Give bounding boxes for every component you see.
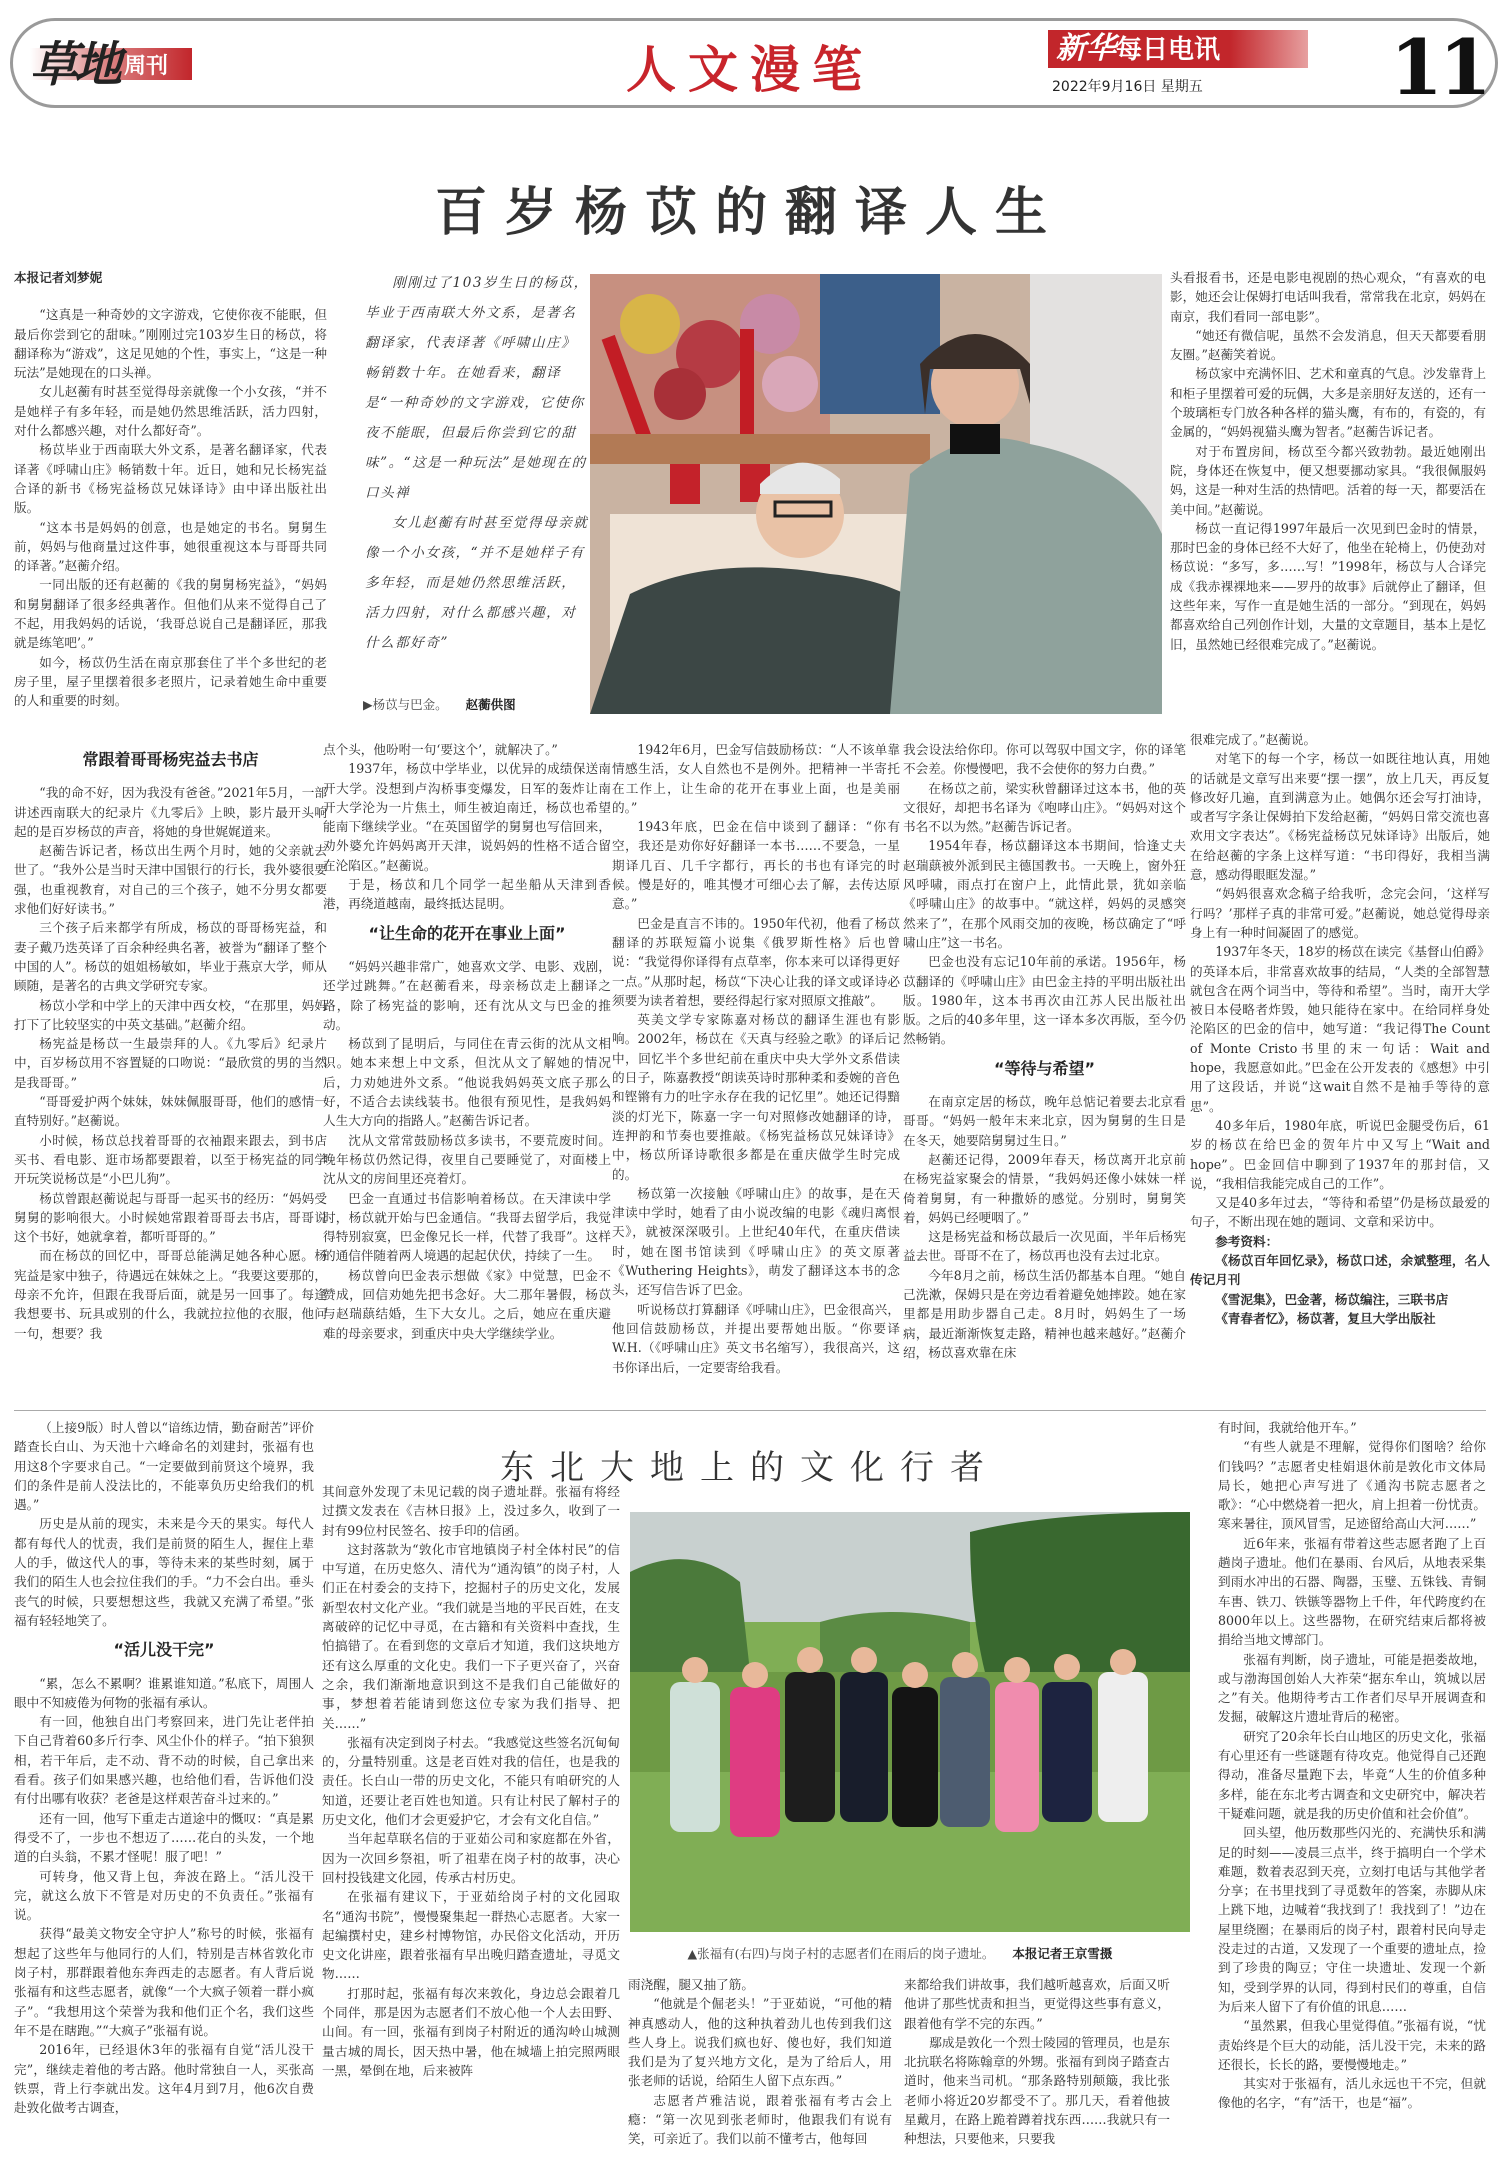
section1-continued bbox=[323, 740, 611, 914]
paper-name-banner bbox=[1048, 30, 1308, 68]
paragraph: 鄢成是敦化一个烈士陵园的管理员，也是东北抗联名将陈翰章的外甥。张福有到岗子踏查古道时，他来当司机。“那条路特别颠簸，我比张老师小将近20岁都受不了。那几天，看着他披星戴月，在路上跪着蹲着找东西……我就只有一种想法，只要他来，只要我 bbox=[904, 2034, 1170, 2147]
paragraph: 有一回，他独自出门考察回来，进门先让老伴拍下自己背着60多斤行李、风尘仆仆的样子。“拍下狼狈相，若干年后，走不动、背不动的时候，自己拿出来看看。孩子们如果感兴趣，也给他们看，告诉他们没有付出哪有收获？老爸是这样艰苦奋斗过来的。” bbox=[14, 1714, 314, 1807]
article1-column-4 bbox=[903, 740, 1186, 1362]
section2-paragraphs-part-b bbox=[612, 740, 900, 1377]
paragraph: 巴金也没有忘记10年前的承诺。1956年，杨苡翻译的《呼啸山庄》由巴金主持的平明出版社出版。1980年，这本书再次由江苏人民出版社出版。之后的40多年里，这一译本多次再版，至今仍然畅销。 bbox=[903, 954, 1186, 1047]
paragraph: 今年8月之前，杨苡生活仍都基本自理。“她自己洗漱，保姆只是在旁边看着避免她摔跤。她在家里都是用助步器自己走。8月时，妈妈生了一场病，最近渐渐恢复走路，精神也越来越好。”赵蘅介绍，杨苡喜欢靠在床 bbox=[903, 1267, 1186, 1360]
article2-col4-paragraphs bbox=[904, 1975, 1170, 2149]
paragraph: “累，怎么不累啊？谁累谁知道。”私底下，周围人眼中不知疲倦为何物的张福有承认。 bbox=[14, 1675, 314, 1710]
supplement-logo: 草地 bbox=[30, 36, 119, 93]
paragraph: 一同出版的还有赵蘅的《我的舅舅杨宪益》，“妈妈和舅舅翻译了很多经典著作。但他们从来不觉得自己了不起，用我妈妈的话说，‘我哥总说自己是翻译匠，那我就是练笔吧’。” bbox=[14, 577, 327, 651]
supplement-brand bbox=[30, 30, 169, 93]
paragraph: 40多年后，1980年底，听说巴金腿受伤后，61岁的杨苡在给巴金的贺年片中又写上“Wait and hope”。巴金回信中聊到了1937年的那封信，又说，“我相信我能完成自己的工作”。 bbox=[1190, 1117, 1490, 1191]
paragraph: 其实对于张福有，活儿永远也干不完，但就像他的名字，“有”活干，也是“福”。 bbox=[1218, 2076, 1486, 2111]
paragraph: 小时候，杨苡总找着哥哥的衣袖跟来跟去，到书店买书、看电影、逛市场都要跟着，以至于杨宪益的同学开玩笑说杨苡是“小巴儿狗”。 bbox=[14, 1132, 327, 1187]
references-label: 参考资料： bbox=[1215, 1233, 1279, 1249]
article2-column-5 bbox=[1218, 1418, 1486, 2113]
paragraph: 杨苡毕业于西南联大外文系，是著名翻译家，代表译著《呼啸山庄》畅销数十年。近日，她和兄长杨宪益合译的新书《杨宪益杨苡兄妹译诗》由中译出版社出版。 bbox=[14, 442, 327, 516]
paragraph: 很难完成了。”赵蘅说。 bbox=[1190, 732, 1317, 747]
article1-column-3 bbox=[612, 740, 900, 1377]
paragraph: “哥哥爱护两个妹妹，妹妹佩服哥哥，他们的感情一直特别好。”赵蘅说。 bbox=[14, 1094, 327, 1129]
subheading-wait-and-hope: “等待与希望” bbox=[993, 1058, 1096, 1078]
paragraph: 回头望，他历数那些闪光的、充满快乐和满足的时刻——凌晨三点半，终于搞明白一个学术难题，数着表忍到天亮，立刻打电话与其他学者分享；在书里找到了寻觅数年的答案，赤脚从床上跳下地，边喊着“我找到了！我找到了！”边在屋里绕圈；在暴雨后的岗子村，跟着村民向导走没走过的古道，又发现了一个重要的遗址点，捡到了珍贵的陶豆；守住一块遗址、发现一个新知，受到学界的认同，得到村民们的尊重，自信为后来人留下了有价值的讯息…… bbox=[1218, 1825, 1486, 2014]
section1-paragraphs bbox=[14, 783, 327, 1343]
reference-item: 《杨苡百年回忆录》，杨苡口述，余斌整理，名人传记月刊 bbox=[1190, 1253, 1490, 1288]
paper-name-script: 新华 bbox=[1056, 31, 1116, 66]
reference-item: 《雪泥集》，巴金著，杨苡编注，三联书店 bbox=[1215, 1291, 1449, 1307]
paragraph: 对于布置房间，杨苡至今都兴致勃勃。最近她刚出院，身体还在恢复中，便又想要挪动家具。“我很佩服妈妈，这是一种对生活的热情吧。活着的每一天，都要活在美中间。”赵蘅说。 bbox=[1170, 443, 1486, 517]
supplement-tag: 周刊 bbox=[124, 53, 169, 79]
paragraph: 沈从文常常鼓励杨苡多读书，不要荒废时间。晚年杨苡仍然记得，夜里自己要睡觉了，对面楼上沈从文的房间里还亮着灯。 bbox=[323, 1132, 611, 1187]
paragraph: “有些人就是不理解，觉得你们图啥？给你们钱吗？”志愿者史桂娟退休前是敦化市文体局局长，她把心声写进了《通沟书院志愿者之歌》：“心中燃烧着一把火，肩上担着一份忧责。寒来暑往，顶风冒雪，足迹留给高山大河……” bbox=[1218, 1439, 1486, 1532]
photo-placeholder-image bbox=[590, 274, 1162, 714]
photo1-caption-text: ▶杨苡与巴金。 bbox=[363, 697, 448, 712]
paragraph: 在南京定居的杨苡，晚年总惦记着要去北京看哥哥。“妈妈一般年末来北京，因为舅舅的生日是在冬天，她要陪舅舅过生日。” bbox=[903, 1094, 1186, 1148]
byline: 本报记者刘梦妮 bbox=[14, 270, 103, 285]
issue-date: 2022年9月16日 星期五 bbox=[1052, 79, 1203, 95]
paragraph: “这本书是妈妈的创意，也是她定的书名。舅舅生前，妈妈与他商量过这件事，她很重视这本与哥哥共同的译著。”赵蘅介绍。 bbox=[14, 519, 327, 574]
article1-right-top-column bbox=[1170, 268, 1486, 654]
paragraph: 这封落款为“敦化市官地镇岗子村全体村民”的信中写道，在历史悠久、清代为“通沟镇”的岗子村，人们正在村委会的支持下，挖掘村子的历史文化，发展新型农村文化产业。“我们就是当地的平民百姓，在支离破碎的记忆中寻觅，在古籍和有关资料中查找，生怕搞错了。在看到您的文章后才知道，我们这块地方还有这么厚重的文化史。我们一下子更兴奋了，兴奋之余，我们渐渐地意识到这不是我们自己能做好的事，梦想着若能请到您这位专家为我们指导、把关……” bbox=[322, 1541, 620, 1731]
paragraph: 获得“最美文物安全守护人”称号的时候，张福有想起了这些年与他同行的人们，特别是吉林省敦化市岗子村，那群跟着他东奔西走的志愿者。有人背后说张福有和这些志愿者，就像“一个大疯子领着一群小疯子”。“我想用这个荣誉为我和他们正个名，我们这些年不是在瞎跑。”“大疯子”张福有说。 bbox=[14, 1926, 314, 2038]
paragraph: 1954年春，杨苡翻译这本书期间，恰逢丈夫赵瑞蕻被外派到民主德国教书。一天晚上，窗外狂风呼啸，雨点打在窗户上，此情此景，犹如亲临《呼啸山庄》的故事中。“就这样，妈妈的灵感突然来了”，在那个风雨交加的夜晚，杨苡确定了“呼啸山庄”这一书名。 bbox=[903, 838, 1186, 950]
paragraph: 历史是从前的现实，未来是今天的果实。每代人都有每代人的忧责，我们是前贤的陌生人，握住上辈人的手，做这代人的事，等待未来的某些时刻，属于我们的陌生人也会拉住我们的手。“力不会白出。垂头丧气的时候，只要想想这些，我就又充满了希望。”张福有轻轻地笑了。 bbox=[14, 1516, 314, 1628]
paragraph: 杨苡到了昆明后，与同住在青云街的沈从文相识。她本来想上中文系，但沈从文了解她的情况后，力劝她进外文系。“他说我妈妈英文底子那么好，不适合去读线装书。他很有预见性，是我妈妈人生大方向的指路人。”赵蘅告诉记者。 bbox=[323, 1036, 611, 1129]
paragraph: 在张福有建议下，于亚茹给岗子村的文化园取名“通沟书院”，慢慢聚集起一群热心志愿者。大家一起编撰村史，建乡村博物馆，办民俗文化活动，开历史文化讲座，跟着张福有早出晚归踏查遗址，寻觅文物…… bbox=[322, 1889, 620, 1982]
paragraph: 对笔下的每一个字，杨苡一如既往地认真，用她的话就是文章写出来要“摆一摆”，放上几天，再反复修改好几遍，直到满意为止。她偶尔还会写打油诗，或者写字条让保姆拍下发给赵蘅，“妈妈日常交流也喜欢用文字表达”。《杨宪益杨苡兄妹译诗》出版后，她在给赵蘅的字条上这样写道：“书印得好，我相当满意，感动得眼眶发湿。” bbox=[1190, 751, 1490, 883]
paragraph: 赵蘅还记得，2009年春天，杨苡离开北京前在杨宪益家聚会的情景，“我妈妈还像小妹妹一样倚着舅舅，有一种撒娇的感觉。分别时，舅舅笑着，妈妈已经哽咽了。” bbox=[903, 1151, 1186, 1225]
paragraph: 三个孩子后来都学有所成，杨苡的哥哥杨宪益，和妻子戴乃迭英译了百余种经典名著，被誉为“翻译了整个中国的人”。杨苡的姐姐杨敏如，毕业于燕京大学，师从顾随，是著名的古典文学研究专家。 bbox=[14, 920, 327, 994]
paragraph: 2016年，已经退休3年的张福有自觉“活儿没干完”，继续走着他的考古路。他时常独自一人，买张高铁票，背上行李就出发。这年4月到7月，他6次自费赴敦化做考古调查， bbox=[14, 2042, 314, 2116]
paragraph: 1943年底，巴金在信中谈到了翻译：“你有空，我还是劝你好好翻译一本书……不要急，一星期译几百、几千字都行，再长的书也有译完的时候。慢是好的，唯其慢才可细心去了解，去传达原意。” bbox=[612, 819, 900, 912]
paragraph: 杨苡家中充满怀旧、艺术和童真的气息。沙发靠背上和柜子里摆着可爱的玩偶，大多是亲朋好友送的，还有一个玻璃柜专门放各种各样的猫头鹰，有布的，有瓷的，有金属的，“妈妈视猫头鹰为智者。”赵蘅告诉记者。 bbox=[1170, 366, 1486, 440]
lead-quote-box bbox=[365, 268, 590, 658]
paragraph: “妈妈很喜欢念稿子给我听，念完会问，‘这样写行吗？’那样子真的非常可爱。”赵蘅说，她总觉得母亲身上有一种时间凝固了的感觉。 bbox=[1190, 886, 1490, 940]
paragraph: 又是40多年过去，“等待和希望”仍是杨苡最爱的句子，不断出现在她的题词、文章和采访中。 bbox=[1190, 1195, 1490, 1230]
paragraph: 如今，杨苡仍生活在南京那套住了半个多世纪的老房子里，屋子里摆着很多老照片，记录着她生命中重要的人和重要的时刻。 bbox=[14, 654, 327, 709]
paragraph: 点个头，他吩咐一句‘要这个’，就解决了。” bbox=[323, 742, 558, 757]
paragraph: 于是，杨苡和几个同学一起坐船从天津到香港，再绕道越南，最终抵达昆明。 bbox=[323, 877, 611, 912]
paragraph: 当年起草联名信的于亚茹公司和家庭都在外省，因为一次回乡祭祖，听了祖辈在岗子村的故事，决心回村投钱建文化园，传承古村历史。 bbox=[322, 1831, 620, 1885]
paragraph: 有时间，我就给他开车。” bbox=[1218, 1420, 1357, 1435]
paragraph: 可转身，他又背上包，奔波在路上。“活儿没干完，就这么放下不管是对历史的不负责任。”张福有说。 bbox=[14, 1868, 314, 1923]
article1-column-5 bbox=[1190, 730, 1490, 1328]
article2-col3-paragraphs bbox=[628, 1975, 892, 2149]
photo-placeholder-image bbox=[630, 1512, 1190, 1932]
article1-intro-column bbox=[14, 268, 327, 711]
article2-col1-after bbox=[14, 1674, 314, 2118]
paragraph: 1937年，杨苡中学毕业，以优异的成绩保送南开大学。没想到卢沟桥事变爆发，日军的轰炸让南开大学沦为一片焦土，师生被迫南迁，杨苡也希望能南下继续学业。“在英国留学的舅舅也写信回来，劝外婆允许妈妈离开天津，说妈妈的性格不适合留在沦陷区。”赵蘅说。 bbox=[323, 761, 611, 873]
article-headline: 百岁杨苡的翻译人生 bbox=[434, 182, 1065, 243]
paragraph: 研究了20余年长白山地区的历史文化，张福有心里还有一些谜题有待攻克。他觉得自己还跑得动，准备尽量跑下去，毕竟“人生的价值多种多样，能在东北考古调查和文史研究中，解决若干疑难问题，就是我的历史价值和社会价值”。 bbox=[1218, 1728, 1486, 1821]
paragraph: “他就是个倔老头！”于亚茹说，“可他的精神真感动人，他的这种执着劲儿也传到我们这些人身上。说我们疯也好、傻也好，我们知道我们是为了复兴地方文化，是为了给后人，用张老师的话说，给陌生人留下点东西。” bbox=[628, 1996, 892, 2089]
photo2-caption-text: ▲张福有(右四)与岗子村的志愿者们在雨后的岗子遗址。 bbox=[687, 1946, 995, 1961]
reference-item: 《青春者忆》，杨苡著，复旦大学出版社 bbox=[1215, 1310, 1436, 1326]
subheading-flower: “让生命的花开在事业上面” bbox=[368, 923, 566, 943]
article-divider bbox=[14, 1410, 1486, 1411]
paragraph: 来都给我们讲故事，我们越听越喜欢，后面又听他讲了那些忧责和担当，更觉得这些事有意义，跟着他有学不完的东西。” bbox=[904, 1977, 1170, 2031]
article1-column-2 bbox=[323, 740, 611, 1343]
paragraph: 英美文学专家陈嘉对杨苡的翻译生涯也有影响。2002年，杨苡在《天真与经验之歌》的译后记中，回忆半个多世纪前在重庆中央大学外文系借读的日子，陈嘉教授“朗读英诗时那种柔和委婉的音色和铿锵有力的吐字永存在我的记忆里”。她还记得黯淡的灯光下，陈嘉一字一句对照修改她翻译的诗，连押韵和节奏也要推敲。《杨宪益杨苡兄妹译诗》中，杨苡所译诗歌很多都是在重庆做学生时完成的。 bbox=[612, 1012, 900, 1182]
photo2-credit: 本报记者王京雪摄 bbox=[1012, 1946, 1113, 1961]
section3-paragraphs bbox=[903, 1092, 1186, 1362]
paragraph: 杨苡曾向巴金表示想做《家》中觉慧，巴金不赞成，回信劝她先把书念好。大二那年暑假，杨苡与赵瑞蕻结婚，生下大女儿。之后，她应在重庆避难的母亲要求，到重庆中央大学继续学业。 bbox=[323, 1267, 611, 1341]
paragraph: 杨宪益是杨苡一生最崇拜的人。《九零后》纪录片中，百岁杨苡用不容置疑的口吻说：“最欣赏的男的当然是我哥哥。” bbox=[14, 1036, 327, 1090]
paragraph: 这是杨宪益和杨苡最后一次见面，半年后杨宪益去世。哥哥不在了，杨苡再也没有去过北京。 bbox=[903, 1229, 1186, 1264]
paragraph: 打那时起，张福有每次来敦化，身边总会跟着几个同伴，那是因为志愿者们不放心他一个人去田野、山间。有一回，张福有到岗子村附近的通沟岭山城测量古城的周长，因天热中暑，他在城墙上拍完照两眼一黑，晕倒在地，后来被阵 bbox=[322, 1985, 620, 2078]
photo-volunteers-at-gangzi-site bbox=[630, 1512, 1190, 1932]
article2-col1-paragraphs bbox=[14, 1418, 314, 1630]
paragraph: 女儿赵蘅有时甚至觉得母亲就像一个小女孩，“并不是她样子有多年轻，而是她仍然思维活跃，活力四射，对什么都感兴趣，对什么都好奇”。 bbox=[14, 384, 327, 439]
subheading-work-not-done: “活儿没干完” bbox=[113, 1640, 215, 1660]
photo2-caption bbox=[620, 1944, 1180, 1962]
section-title: 人文漫笔 bbox=[626, 40, 874, 99]
paragraph: 杨苡曾跟赵蘅说起与哥哥一起买书的经历：“妈妈受舅舅的影响很大。小时候她常跟着哥哥去书店，哥哥说这个书好，她就拿着，都听哥哥的。” bbox=[14, 1190, 327, 1245]
paragraph: “我的命不好，因为我没有爸爸。”2021年5月，一部讲述西南联大的纪录片《九零后》上映，影片最开头响起的是百岁杨苡的声音，将她的身世娓娓道来。 bbox=[14, 785, 327, 839]
paper-brand bbox=[1048, 30, 1228, 96]
article2-column-2 bbox=[322, 1482, 620, 2080]
paragraph: 近6年来，张福有带着这些志愿者跑了上百趟岗子遗址。他们在暴雨、台风后，从地表采集到雨水冲出的石器、陶器，玉璧、五铢钱、青铜车軎、铁刀、铁镞等器物上千件，年代跨度约在8000年以上。这些器物，在研究结束后都将被捐给当地文博部门。 bbox=[1218, 1535, 1486, 1648]
paragraph: “这真是一种奇妙的文字游戏，它使你夜不能眠，但最后你尝到它的甜味。”刚刚过完103岁生日的杨苡，将翻译称为“游戏”，这足见她的个性，事实上，“这是一种玩法”是她现在的口头禅。 bbox=[14, 307, 327, 381]
paragraph: 而在杨苡的回忆中，哥哥总能满足她各种心愿。杨宪益是家中独子，待遇远在妹妹之上。“我要这要那的，母亲不允许，但跟在我哥后面，就是另一回事了。每逢我想要书、玩具或别的什么，我就拉拉他的衣服，他问一句，想要？我 bbox=[14, 1248, 327, 1341]
lead-quote-paragraph: 女儿赵蘅有时甚至觉得母亲就像一个小女孩，“并不是她样子有多年轻，而是她仍然思维活跃，活力四射，对什么都感兴趣，对什么都好奇” bbox=[365, 515, 589, 651]
photo-yang-yi-and-ba-jin bbox=[590, 274, 1162, 714]
paragraph: “妈妈兴趣非常广，她喜欢文学、电影、戏剧，还学过跳舞。”在赵蘅看来，母亲杨苡走上翻译之路，除了杨宪益的影响，还有沈从文与巴金的推动。 bbox=[323, 958, 611, 1032]
lead-quote-paragraph: 刚刚过了103岁生日的杨苡，毕业于西南联大外文系，是著名翻译家，代表译著《呼啸山庄》畅销数十年。在她看来，翻译是“一种奇妙的文字游戏，它使你夜不能眠，但最后你尝到它的甜味”。“这是一种玩法”是她现在的口头禅 bbox=[365, 275, 589, 501]
paragraph: 志愿者芦雅洁说，跟着张福有考古会上瘾：“第一次见到张老师时，他跟我们有说有笑，可亲近了。我们以前不懂考古，他每回 bbox=[628, 2092, 892, 2147]
intro-paragraphs bbox=[14, 305, 327, 710]
paragraph: 在杨苡之前，梁实秋曾翻译过这本书，他的英文很好，却把书名译为《咆哮山庄》。“妈妈对这个书名不以为然。”赵蘅告诉记者。 bbox=[903, 780, 1186, 835]
article2-column-1 bbox=[14, 1418, 314, 2117]
right-top-paragraphs bbox=[1170, 268, 1486, 654]
subheading-bookstore: 常跟着哥哥杨宪益去书店 bbox=[82, 750, 259, 769]
paragraph: 巴金一直通过书信影响着杨苡。在天津读中学时，杨苡就开始与巴金通信。“我哥去留学后，我觉得特别寂寞，巴金像兄长一样，代替了我哥”。这样的通信伴随着两人境遇的起起伏伏，持续了一生。 bbox=[323, 1190, 611, 1264]
section3-right-paragraphs bbox=[1190, 730, 1490, 1232]
paragraph: 巴金是直言不讳的。1950年代初，他看了杨苡翻译的苏联短篇小说集《俄罗斯性格》后也曾说：“我觉得你译得有点草率，你本来可以译得更好一点。”从那时起，杨苡“下决心让我的译文或译诗必须要为读者着想，要经得起行家对照原文推敲”。 bbox=[612, 915, 900, 1008]
section2-continued bbox=[903, 740, 1186, 1049]
paragraph: 赵蘅告诉记者，杨苡出生两个月时，她的父亲就去世了。“我外公是当时天津中国银行的行长，我外婆很要强，也重视教育，对自己的三个孩子，她不分男女都要求他们好好读书。” bbox=[14, 843, 327, 917]
article1-column-1 bbox=[14, 740, 327, 1343]
paragraph: 其间意外发现了未见记载的岗子遗址群。张福有将经过撰文发表在《吉林日报》上，没过多久，收到了一封有99位村民签名、按手印的信函。 bbox=[322, 1484, 620, 1538]
article2-column-4 bbox=[904, 1975, 1170, 2149]
article2-col2-paragraphs bbox=[322, 1482, 620, 2080]
article2-headline: 东北大地上的文化行者 bbox=[500, 1448, 1000, 1488]
photo1-caption bbox=[363, 695, 516, 713]
paragraph: 听说杨苡打算翻译《呼啸山庄》，巴金很高兴，他回信鼓励杨苡，并提出要帮她出版。“你要译W.H.（《呼啸山庄》英文书名缩写），我很高兴，这书你译出后，一定要寄给我看。 bbox=[612, 1301, 900, 1375]
paragraph: 雨浇醒，腿又抽了筋。 bbox=[628, 1977, 754, 1992]
paragraph: 杨苡一直记得1997年最后一次见到巴金时的情景，那时巴金的身体已经不大好了，他坐在轮椅上，仍使劲对杨苡说：“多写，多……写！”1998年，杨苡与人合译完成《我赤裸裸地来——罗丹的故事》后就停止了翻译，但这些年来，写作一直是她生活的一部分。“到现在，妈妈都喜欢给自己列创作计划，大量的文章题目，基本上是忆旧，虽然她已经很难完成了。”赵蘅说。 bbox=[1170, 520, 1486, 652]
section2-paragraphs-part-a bbox=[323, 957, 611, 1343]
article2-col5-paragraphs bbox=[1218, 1418, 1486, 2113]
paragraph: “虽然累，但我心里觉得值。”张福有说，“忧责始终是个巨大的动能，活儿没干完，未来的路还很长，长长的路，要慢慢地走。” bbox=[1218, 2018, 1486, 2072]
paragraph: 张福有判断，岗子遗址，可能是挹娄故地，或与渤海国创始人大祚荣“据东牟山，筑城以居之”有关。他期待考古工作者们尽早开展调查和发掘，破解这片遗址背后的秘密。 bbox=[1218, 1651, 1486, 1725]
paragraph: 头看报看书，还是电影电视剧的热心观众，“有喜欢的电影，她还会让保姆打电话叫我看，常常我在北京，妈妈在南京，我们看同一部电影”。 bbox=[1170, 270, 1486, 324]
paragraph: 杨苡第一次接触《呼啸山庄》的故事，是在天津读中学时，她看了由小说改编的电影《魂归离恨天》，就被深深吸引。上世纪40年代，在重庆借读时，她在图书馆读到《呼啸山庄》的英文原著《Wuthering Heights》，萌发了翻译这本书的念头，还写信告诉了巴金。 bbox=[612, 1185, 900, 1298]
paragraph: 张福有决定到岗子村去。“我感觉这些签名沉甸甸的，分量特别重。这是老百姓对我的信任，也是我的责任。长白山一带的历史文化，不能只有咱研究的人知道，还要让老百姓也知道。只有让村民了解村子的历史文化，他们才会更爱护它，才会有文化自信。” bbox=[322, 1734, 620, 1828]
photo1-credit: 赵蘅供图 bbox=[465, 697, 516, 712]
paragraph: 我会设法给你印。你可以驾驭中国文字，你的译笔不会差。你慢慢吧，我不会使你的努力白费。” bbox=[903, 742, 1186, 777]
page-number: 11 bbox=[1390, 23, 1488, 112]
paragraph: 还有一回，他写下重走古道途中的慨叹：“真是累得受不了，一步也不想迈了……花白的头发，一个地道的白头翁，不累才怪呢！服了吧！” bbox=[14, 1810, 314, 1865]
article2-column-3 bbox=[628, 1975, 892, 2149]
paragraph: 1937年冬天，18岁的杨苡在读完《基督山伯爵》的英译本后，非常喜欢故事的结局，“人类的全部智慧就包含在两个词当中，等待和希望”。当时，南开大学被日本侵略者炸毁，她只能待在家中。在给同样身处沦陷区的巴金的信中，她写道：“我记得The Count of Monte Cristo书里的末一句话：Wait and hope，我愿意如此。”巴金在公开发表的《感想》中引用了这段话，并说“这wait自然不是袖手等待的意思”。 bbox=[1190, 944, 1490, 1114]
paragraph: 杨苡小学和中学上的天津中西女校，“在那里，妈妈打下了比较坚实的中英文基础。”赵蘅介绍。 bbox=[14, 997, 327, 1032]
paper-name: 每日电讯 bbox=[1116, 35, 1221, 65]
paragraph: 1942年6月，巴金写信鼓励杨苡：“人不该单靠情感生活，女人自然也不是例外。把精神一半寄托在工作上，让生命的花开在事业上面，也是美丽的。” bbox=[612, 742, 900, 815]
paragraph: （上接9版）时人曾以“谙练边情，勤奋耐苦”评价踏查长白山、为天池十六峰命名的刘建封，张福有也用这8个字要求自己。“一定要做到前贤这个境界，我们的条件是前人没法比的，不能辜负历史给我们的机遇。” bbox=[14, 1420, 314, 1513]
paragraph: “她还有微信呢，虽然不会发消息，但天天都要看朋友圈。”赵蘅笑着说。 bbox=[1170, 327, 1486, 363]
